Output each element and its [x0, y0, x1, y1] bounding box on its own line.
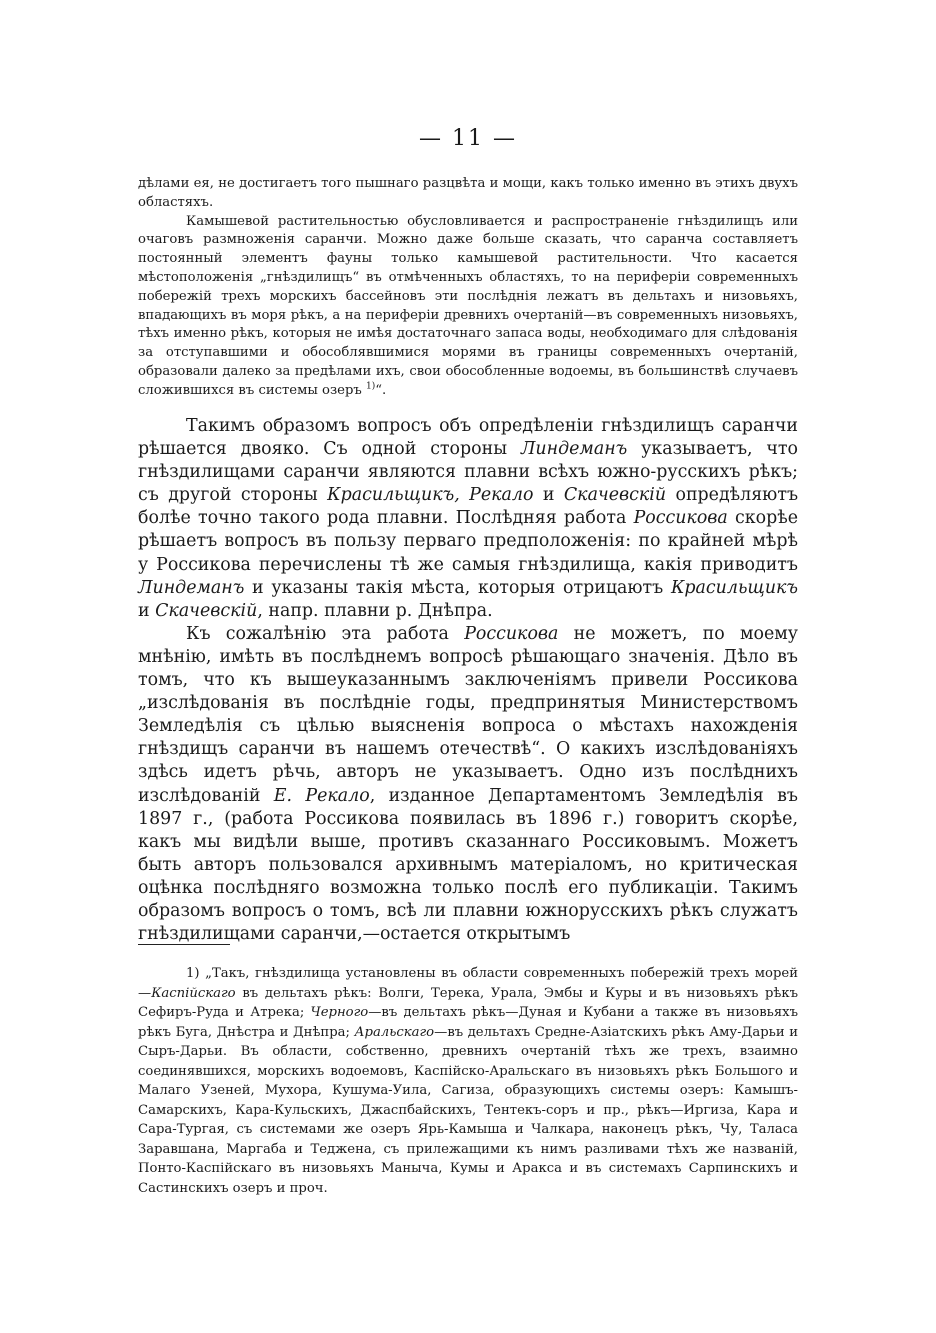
author-name: Красильщикъ, Рекало — [327, 485, 534, 506]
sea-name: Каспійскаго — [151, 985, 236, 1001]
author-name: Е. Рекало — [273, 785, 370, 806]
text-run: Такимъ образомъ вопросъ объ опредѣленіи гнѣздилищъ саранчи рѣшается двояко. Съ одной стороны — [138, 416, 798, 460]
text-run: опредѣляютъ болѣе точно такого рода плавни. Послѣдняя работа — [138, 485, 799, 529]
main-paragraph-2 — [138, 623, 798, 946]
text-run: и — [533, 485, 564, 506]
text-run: 1) „Такъ, гнѣздилища установлены въ области современныхъ побережій трехъ морей— — [138, 966, 798, 1001]
author-name: Россикова — [464, 623, 559, 644]
text-run: скорѣе рѣшаетъ вопросъ въ пользу перваго предположенія: по крайней мѣрѣ у Россикова перечислены тѣ же самыя гнѣздилища, какія приводитъ — [138, 508, 798, 575]
footnote-paragraph — [138, 964, 798, 1198]
sea-name: Аральскаго — [354, 1024, 435, 1040]
main-paragraph-1 — [138, 415, 798, 623]
text-run: , изданное Департаментомъ Земледѣлія въ 1897 г., (работа Россикова появилась въ 1896 г.) говоритъ скорѣе, какъ мы видѣли выше, противъ сказаннаго Россиковымъ. Можетъ быть авторъ пользовался архивнымъ матеріаломъ, но критическая оцѣнка послѣдняго возможна только послѣ его публикаціи. Такимъ образомъ вопросъ о томъ, всѣ ли плавни южнорусскихъ рѣкъ служатъ гнѣздилищами саранчи,—остается открытымъ — [138, 785, 798, 945]
text-run: —въ дельтахъ Средне-Азіатскихъ рѣкъ Аму-Дарьи и Сыръ-Дарьи. Въ области, собственно, древнихъ очертаній тѣхъ же трехъ, взаимно соединявшихся, морскихъ водоемовъ, Каспійско-Аральскаго въ низовьяхъ рѣкъ Большого и Малаго Узеней, Мухора, Кушума-Уила, Сагиза, образующихъ системы озеръ: Камышъ-Самарскихъ, Кара-Кульскихъ, Джаспбайскихъ, Тентекъ-соръ и пр., рѣкъ—Иргиза, Кара и Сара-Тургая, съ системами же озеръ Ярь-Камыша и Чалкара, наконецъ рѣкъ, Чу, Таласа Заравшана, Маргаба и Теджена, съ прилежащими къ нимъ разливами тѣхъ же названій, Понто-Каспійскаго въ низовьяхъ Манычa, Кумы и Аракса и въ системахъ Сарпинскихъ и Састинскихъ озеръ и проч. — [138, 1024, 798, 1196]
text-run: и указаны такія мѣста, которыя отрицаютъ — [244, 577, 671, 598]
author-name: Скачевскій — [563, 485, 667, 506]
text-run: , напр. плавни р. Днѣпра. — [257, 600, 493, 621]
text-run: Къ сожалѣнію эта работа — [186, 623, 465, 644]
quote-closing-mark: “. — [375, 382, 387, 398]
author-name: Красильщикъ — [670, 577, 798, 598]
sea-name: Черного — [310, 1005, 369, 1020]
quoted-passage — [138, 175, 798, 401]
text-run: —въ дельтахъ рѣкъ—Дуная и Кубани а также въ низовьяхъ рѣкъ Буга, Днѣстра и Днѣпра; — [138, 1005, 798, 1040]
footnote-reference[interactable]: 1) — [366, 381, 376, 392]
quote-paragraph-2 — [138, 213, 798, 401]
text-run: въ дельтахъ рѣкъ: Волги, Терека, Урала, Эмбы и Куры и въ низовьяхъ рѣкъ Сефиръ-Руда и Атрека; — [138, 985, 798, 1020]
author-name: Линдеманъ — [138, 577, 245, 598]
author-name: Россикова — [633, 508, 728, 529]
main-text — [138, 415, 798, 946]
quote-paragraph-1: дѣлами ея, не достигаетъ того пышнаго разцвѣта и мощи, какъ только именно въ этихъ двухъ областяхъ. — [138, 176, 798, 210]
quote-paragraph-2-text: Камышевой растительностью обусловливается и распространеніе гнѣздилищъ или очаговъ размноженія саранчи. Можно даже больше сказать, что саранча составляетъ постоянный элементъ фауны только камышевой растительности. Что касается мѣстоположенія „гнѣздилищъ“ въ отмѣченныхъ областяхъ, то на периферіи современныхъ побережій трехъ морскихъ бассейновъ эти послѣднія лежатъ въ дельтахъ и низовьяхъ, впадающихъ въ моря рѣкъ, а на периферіи древнихъ очертаній—въ современныхъ низовьяхъ, тѣхъ именно рѣкъ, которыя не имѣя достаточнаго запаса воды, необходимаго для слѣдованія за отступавшими и обособлявшимися морями въ границы современныхъ очертаній, образовали далеко за предѣлами ихъ, свои обособленные водоемы, въ большинствѣ случаевъ сложившихся въ системы озеръ — [138, 213, 798, 398]
text-run: и — [138, 600, 156, 621]
author-name: Линдеманъ — [520, 439, 628, 460]
text-run: указываетъ, что гнѣздилищами саранчи являются плавни всѣхъ южно-русскихъ рѣкъ; съ другой стороны — [138, 439, 799, 506]
page-number: — 11 — — [419, 126, 517, 151]
author-name: Скачевскій — [155, 600, 258, 621]
footnote — [138, 964, 798, 1198]
footnote-divider — [138, 944, 230, 945]
text-run: не можетъ, по моему мнѣнію, имѣть въ послѣднемъ вопросѣ рѣшающаго значенія. Дѣло въ томъ, что къ вышеуказаннымъ заключеніямъ привели Россикова „изслѣдованія въ послѣдніе годы, предпринятыя Министерствомъ Земледѣлія съ цѣлью выясненія вопроса о мѣстахъ нахожденія гнѣздищъ саранчи въ нашемъ отечествѣ“. О какихъ изслѣдованіяхъ здѣсь идетъ рѣчь, авторъ не указываетъ. Одно изъ послѣднихъ изслѣдованій — [138, 623, 799, 806]
